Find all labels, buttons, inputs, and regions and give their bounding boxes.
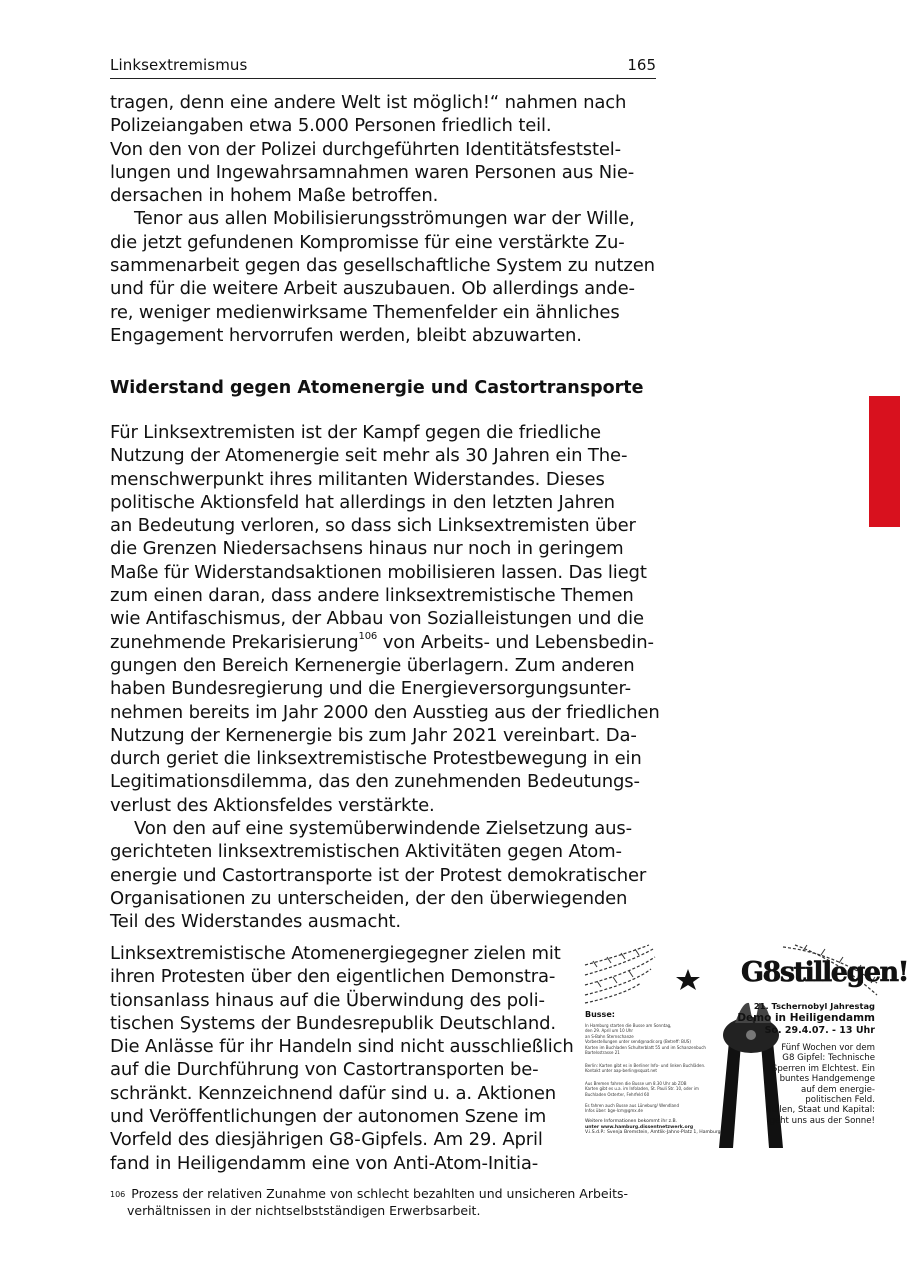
text-line: Engagement hervorrufen werden, bleibt abzuwarten. xyxy=(110,324,582,346)
text-line: nehmen bereits im Jahr 2000 den Ausstieg aus der friedlichen xyxy=(110,701,660,723)
poster-bus-info xyxy=(585,1081,703,1097)
text-line: Organisationen zu unterscheiden, der den überwiegenden xyxy=(110,887,628,909)
text-line-with-footnote xyxy=(110,631,670,654)
text-line: die Grenzen Niedersachsens hinaus nur noch in geringem xyxy=(110,538,624,560)
text-line: verlust des Aktionsfeldes verstärkte. xyxy=(110,794,435,816)
poster-message-line: Bullen, Staat und Kapital: xyxy=(765,1105,875,1116)
star-icon xyxy=(676,969,700,990)
poster-small-line: Buchladen Osterter, Fehrfeld 60 xyxy=(585,1091,650,1097)
text-line: Maße für Widerstandsaktionen mobilisieren lassen. Das liegt xyxy=(110,561,647,583)
poster-small-line: Karten im Buchladen Schulterblatt 55 und im Schanzenbuch xyxy=(585,1044,706,1050)
text-line: ihren Protesten über den eigentlichen Demonstra- xyxy=(110,966,556,988)
running-header xyxy=(110,52,656,79)
poster-title: G8stillegen! xyxy=(741,957,908,988)
text-line: haben Bundesregierung und die Energieversorgungsunter- xyxy=(110,678,631,700)
poster-message xyxy=(757,1043,875,1126)
text-fragment: zunehmende Prekarisierung xyxy=(110,631,359,653)
footnote-line: verhältnissen in der nichtselbstständigen Erwerbsarbeit. xyxy=(127,1203,481,1218)
text-line: Vorfeld des diesjährigen G8-Gipfels. Am 29. April xyxy=(110,1129,543,1151)
text-line: sammenarbeit gegen das gesellschaftliche System zu nutzen xyxy=(110,255,655,277)
text-line: gungen den Bereich Kernenergie überlagern. Zum anderen xyxy=(110,654,635,676)
footnote xyxy=(110,1185,670,1219)
footnote-number: 106 xyxy=(110,1190,126,1199)
poster-small-line: Es fahren auch Busse aus Lüneburg/ Wendland xyxy=(585,1103,680,1108)
poster-message-line: Fünf Wochen vor dem xyxy=(781,1043,875,1053)
body-text-beside-poster xyxy=(110,942,580,1175)
text-line: an Bedeutung verloren, so dass sich Linksextremisten über xyxy=(110,515,636,537)
poster-message-line: politischen Feld. xyxy=(805,1095,875,1106)
text-line: Von den von der Polizei durchgeführten Identitätsfeststel- xyxy=(110,138,621,160)
poster-small-line: In Hamburg starten die Busse am Sonntag, xyxy=(585,1023,672,1028)
text-line: fand in Heiligendamm eine von Anti-Atom-Initia- xyxy=(110,1152,539,1174)
poster-message-line: Sperren im Elchtest. Ein xyxy=(771,1063,875,1074)
chapter-thumb-tab xyxy=(869,396,900,527)
section-heading: Widerstand gegen Atomenergie und Castortransporte xyxy=(110,378,644,398)
text-line: zum einen daran, dass andere linksextremistische Themen xyxy=(110,585,634,607)
poster-message-line: buntes Handgemenge xyxy=(779,1074,875,1085)
poster-bus-info xyxy=(585,1103,703,1114)
text-line: Von den auf eine systemüberwindende Zielsetzung aus- xyxy=(134,818,632,840)
footnote-reference[interactable]: 106 xyxy=(358,630,378,642)
poster-small-line: Aus Bremen fahren die Busse um 8.30 Uhr ab ZOB xyxy=(585,1081,687,1086)
text-line: die jetzt gefundenen Kompromisse für eine verstärkte Zu- xyxy=(110,231,625,253)
poster-date: So. 29.4.07. - 13 Uhr xyxy=(764,1025,875,1036)
text-line: Die Anlässe für ihr Handeln sind nicht ausschließlich xyxy=(110,1036,574,1058)
poster-message-line: geht uns aus der Sonne! xyxy=(769,1115,875,1126)
text-line: menschwerpunkt ihres militanten Widerstandes. Dieses xyxy=(110,468,605,490)
body-text-top xyxy=(110,91,670,347)
poster-small-line: V.i.S.d.P.: Svenja Bremstein, Amtlik-Jahns-Platz 1, Hamburg xyxy=(585,1130,721,1136)
poster-small-line: Bartelsstrasse 21 xyxy=(585,1050,620,1056)
text-line: Nutzung der Kernenergie bis zum Jahr 2021 vereinbart. Da- xyxy=(110,724,637,746)
text-fragment: von Arbeits- und Lebensbedin- xyxy=(377,631,654,653)
poster-small-line: den 29. April um 10 Uhr xyxy=(585,1028,634,1034)
bolt-cutter-pivot xyxy=(746,1030,756,1040)
text-line: Teil des Widerstandes ausmacht. xyxy=(110,911,401,933)
text-line: energie und Castortransporte ist der Protest demokratischer xyxy=(110,864,647,886)
text-line: Linksextremistische Atomenergiegegner zielen mit xyxy=(110,943,561,964)
text-line: wie Antifaschismus, der Abbau von Sozialleistungen und die xyxy=(110,608,644,630)
text-line: und Veröffentlichungen der autonomen Szene im xyxy=(110,1106,547,1128)
poster-web-info xyxy=(585,1119,721,1136)
running-title: Linksextremismus xyxy=(110,56,248,74)
text-line: Legitimationsdilemma, das den zunehmenden Bedeutungs- xyxy=(110,771,640,793)
poster-subtitle: Demo in Heiligendamm xyxy=(737,1012,875,1024)
poster-web-url: unter www.hamburg.dissentnetzwerk.org xyxy=(585,1124,694,1130)
text-line: dersachen in hohem Maße betroffen. xyxy=(110,185,439,207)
text-line: re, weniger medienwirksame Themenfelder ein ähnliches xyxy=(110,301,620,323)
text-line: lungen und Ingewahrsamnahmen waren Personen aus Nie- xyxy=(110,161,635,183)
poster-subtitle: 21. Tschernobyl Jahrestag xyxy=(753,1001,875,1011)
poster-bus-info xyxy=(585,1023,706,1056)
poster-small-line: Kontakt unter aap-berlin@squat.net xyxy=(585,1068,657,1074)
poster-busse-heading: Busse: xyxy=(585,1010,615,1019)
text-line: schränkt. Kennzeichnend dafür sind u. a. Aktionen xyxy=(110,1082,557,1104)
text-line: tragen, denn eine andere Welt ist möglich!“ nahmen nach xyxy=(110,92,627,113)
poster-small-line: Weitere Informationen bekommt ihr z.B. xyxy=(585,1119,678,1124)
poster-small-line: Infos über: bge-lcm@gmx.de xyxy=(585,1108,643,1114)
poster-bus-info xyxy=(585,1063,706,1074)
poster-small-line: Berlin: Karten gibt es in Berliner Info- und linken Buchläden. xyxy=(585,1063,706,1068)
footnote-line: Prozess der relativen Zunahme von schlecht bezahlten und unsicheren Arbeits- xyxy=(131,1186,629,1201)
poster-small-line: an S-Bahn Sternschanze xyxy=(585,1033,634,1039)
body-text-middle xyxy=(110,421,670,934)
text-line: gerichteten linksextremistischen Aktivitäten gegen Atom- xyxy=(110,841,622,863)
text-line: und für die weitere Arbeit auszubauen. Ob allerdings ande- xyxy=(110,278,635,300)
text-line: auf die Durchführung von Castortransporten be- xyxy=(110,1059,539,1081)
text-line: tischen Systems der Bundesrepublik Deutschland. xyxy=(110,1012,556,1034)
text-line: durch geriet die linksextremistische Protestbewegung in ein xyxy=(110,748,642,770)
poster-message-line: G8 Gipfel: Technische xyxy=(782,1053,875,1064)
text-line: Für Linksextremisten ist der Kampf gegen die friedliche xyxy=(110,422,601,443)
poster-message-line: auf dem energie- xyxy=(801,1084,875,1095)
poster-small-line: Vorbestellungen unter send@nadir.org (Betreff: BUS) xyxy=(585,1039,691,1045)
text-line: Tenor aus allen Mobilisierungsströmungen war der Wille, xyxy=(134,208,635,230)
g8-demo-poster xyxy=(583,943,908,1153)
text-line: politische Aktionsfeld hat allerdings in den letzten Jahren xyxy=(110,491,615,513)
page-number: 165 xyxy=(627,56,656,74)
bolt-cutter-handle-left xyxy=(719,1041,741,1148)
text-line: tionsanlass hinaus auf die Überwindung des poli- xyxy=(110,989,545,1011)
poster-small-line: Karten gibt es u.a. im Infoladen, St. Pauli Str. 10, oder im xyxy=(585,1086,699,1092)
text-line: Nutzung der Atomenergie seit mehr als 30 Jahren ein The- xyxy=(110,445,628,467)
text-line: Polizeiangaben etwa 5.000 Personen friedlich teil. xyxy=(110,115,552,137)
